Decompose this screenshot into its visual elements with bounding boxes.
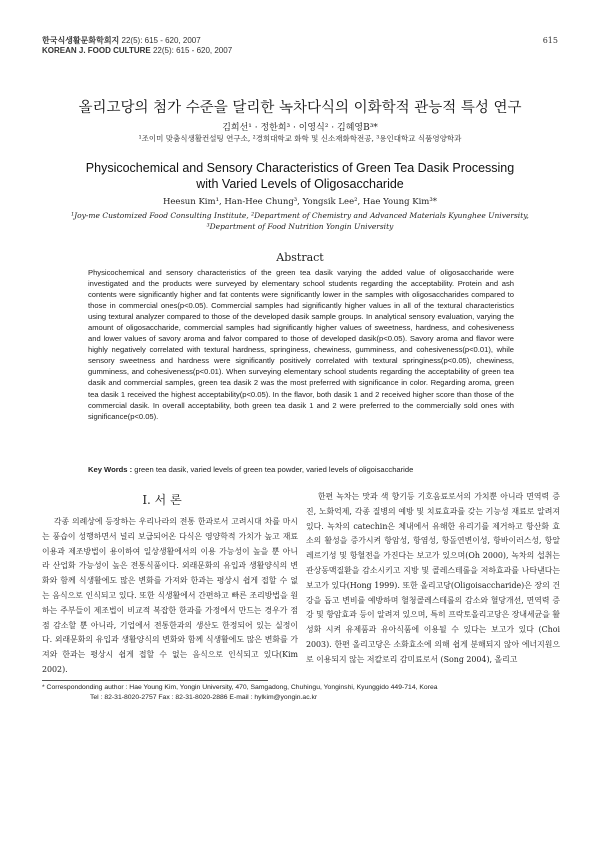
- korean-authors: 김희선¹ · 정한희³ · 이영식² · 김혜영B³*: [222, 123, 378, 133]
- keywords: [88, 464, 514, 475]
- english-affiliation-line1: ¹Joy-me Customized Food Consulting Institute, ²Department of Chemistry and Advanced Materials Kyunghee University,: [71, 211, 529, 220]
- footnote: [42, 683, 562, 703]
- english-title-line1: Physicochemical and Sensory Characteristics of Green Tea Dasik Processing: [85, 161, 515, 175]
- english-affiliation-line2: ³Department of Food Nutrition Yongin University: [206, 222, 394, 231]
- english-title-line2: with Varied Levels of Oligosaccharide: [196, 177, 404, 191]
- keywords-text: green tea dasik, varied levels of green tea powder, varied levels of oligoisaccharide: [134, 465, 414, 474]
- journal-title-english: KOREAN J. FOOD CULTURE: [42, 46, 151, 55]
- journal-header-english: [42, 46, 232, 56]
- journal-issue-korean: 22(5): 615 - 620, 2007: [121, 36, 201, 45]
- english-affiliations: [0, 210, 600, 232]
- section-heading-introduction: I. 서 론: [142, 493, 182, 507]
- korean-affiliations: ¹조이미 맞춤식생활컨설팅 연구소, ²경희대학교 화학 및 신소재화학전공, ³용인대학교 식품영양학과: [138, 134, 462, 143]
- korean-title: 올리고당의 첨가 수준을 달리한 녹차다식의 이화학적 관능적 특성 연구: [78, 100, 522, 116]
- abstract-heading: Abstract: [276, 251, 324, 264]
- abstract-body: Physicochemical and sensory characteristics of the green tea dasik varying the added value of oligosaccharide were investigated and the products were surveyed by elementary school students regarding the acceptability. Protein and ash contents were significantly higher and fat contents were significantly lower in the samples with oligosaccharides compared to those in commercial ones(p<0.05). Commercial samples had significantly higher values in all of the textural characteristics using textural analyzer compared to those of the developed dasik sample groups. In analytical sensory evaluation, varying the amount of oligosaccharide, commercial samples had significantly higher values of sweetness, hardness, and cohesiveness and lower values of savory aroma and falvor compared to those of developed dasik(p<0.05). Savory aroma and flavor were highly negatively correlated with textural hardness, springiness, chewiness, gumminess, and cohesiveness(p<0.01), while sensory sweetness and hardness were significantly positively correlated with textural springiness(p<0.05), chewiness, gumminess, and cohesiveness(p<0.01). When surveying elementary school students regarding the acceptability of green tea dasik and commercial samples, green tea dasik 2 was the most preferred with significance in color. Regarding aroma, green tea dasik 1 received the highest acceptability(p<0.05). In the flavor, both dasik 1 and 2 received higher score than those of the commercial dasik. In overall acceptability, both green tea dasik 1 and 2 were preferred to the commercially sold ones with significance(p<0.05).: [88, 268, 514, 421]
- page-number: 615: [542, 36, 558, 45]
- journal-header-korean: [42, 36, 232, 46]
- right-column-paragraph: 한편 녹차는 맛과 색 향기등 기호음료로서의 가치뿐 아니라 면역력 증진, 노화억제, 각종 질병의 예방 및 치료효과를 갖는 기능성 재료로 알려져 있다. 녹차의 catechin은 체내에서 유해한 유리기를 제거하고 항산화 효소의 활성을 증가시켜 항암성, 항염성, 항돌연변이성, 항바이러스성, 항알레르기성 및 항혈전을 가진다는 보고가 있으며(Oh 2000), 녹차의 섭취는 관상동맥질환을 감소시키고 지방 및 콜레스테롤을 저하효과를 나타낸다는 보고가 있다(Hong 1999). 또한 올리고당(Oligoisaccharide)은 장의 건강을 돕고 변비를 예방하며 혈청콜레스테롤의 감소와 혈당개선, 면역력 증강 및 항암효과 등이 알려져 있으며, 특히 프락토올리고당은 장내세균을 활성화 시켜 유제품과 유아식품에 이용될 수 있다는 보고가 있다 (Choi 2003). 한편 올리고당은 소화효소에 의해 쉽게 분해되지 않아 에너지원으로 이용되지 않는 저칼로리 감미료로서 (Song 2004), 올리고: [306, 492, 560, 664]
- footnote-divider: [42, 680, 268, 681]
- journal-title-korean: 한국식생활문화학회지: [42, 36, 120, 45]
- footnote-corresponding-author: * Correspondonding author : Hae Young Kim, Yongin University, 470, Samgadong, Chuhingu, Yonginshi, Kyunggido 449-714, Korea: [42, 684, 438, 691]
- keywords-label: Key Words :: [88, 465, 133, 474]
- english-authors: Heesun Kim¹, Han-Hee Chung³, Yongsik Lee², Hae Young Kim³*: [162, 197, 438, 207]
- journal-header: [42, 36, 232, 56]
- english-title: [0, 160, 600, 192]
- left-column-paragraph: 각종 의례상에 등장하는 우리나라의 전통 한과로서 고려시대 차를 마시는 풍습이 성행하면서 널리 보급되어온 다식은 영양학적 가치가 높고 재료이용과 제조방법이 용이하여 일상생활에서의 이용 가능성이 높을 뿐 아니라 산업화 가능성이 높은 전통식품이다. 외래문화의 유입과 생활양식의 변화와 함께 식생활에도 많은 변화를 가져와 한과는 평상시 쉽게 접할 수 없는 음식으로 인식되고 있다. 또한 식생활에서 간편하고 빠른 조리방법을 원하는 주부들이 제조법이 비교적 복잡한 한과를 가정에서 만드는 경우가 점점 감소할 뿐 아니라, 기업에서 전통한과의 생산도 한정되어 있는 실정이다. 외래문화의 유입과 생활양식의 변화와 함께 식생활에도 많은 변화를 가져와 한과는 평상시 쉽게 접할 수 없는 음식으로 인식되고 있다(Kim 2002).: [42, 517, 298, 674]
- journal-issue-english: 22(5): 615 - 620, 2007: [152, 46, 233, 55]
- footnote-contact: Tel : 82-31-8020-2757 Fax : 82-31-8020-2886 E-mail : hylkim@yongin.ac.kr: [90, 694, 318, 701]
